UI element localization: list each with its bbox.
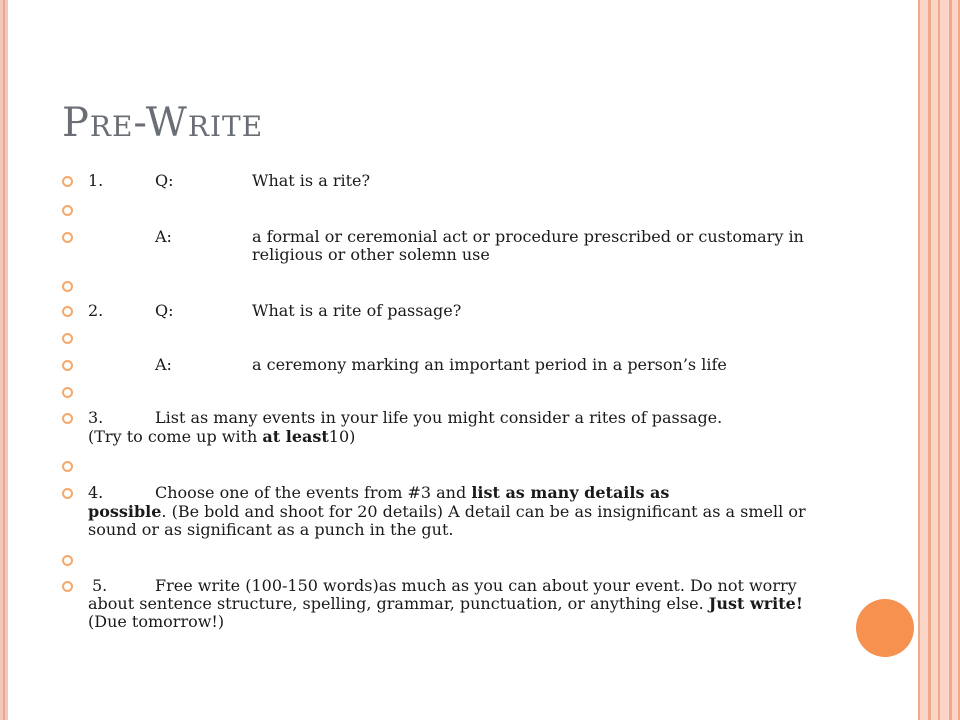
item-4-bold-b: possible	[88, 502, 162, 521]
item-4-line-1	[155, 484, 842, 502]
item-3-line-1	[155, 409, 842, 427]
decorative-orange-circle	[856, 599, 914, 657]
slide-title	[62, 100, 263, 146]
bullet-icon	[62, 581, 73, 592]
slide-title-text: Pre-Write	[62, 100, 264, 146]
list-item-empty	[62, 329, 842, 349]
answer-label: A:	[155, 355, 172, 374]
bullet-icon	[62, 306, 73, 317]
list-item-empty	[62, 201, 842, 221]
list-item-1-question	[62, 172, 842, 192]
answer-text: a formal or ceremonial act or procedure prescribed or customary in religious or other solemn use	[252, 227, 804, 264]
list-item-2-question	[62, 302, 842, 322]
item-3-text-c: 10)	[328, 427, 356, 446]
answer-text: a ceremony marking an important period in a person’s life	[252, 355, 727, 374]
list-item-1-answer	[62, 228, 842, 268]
list-item-2-answer	[62, 356, 842, 376]
question-label: Q:	[155, 301, 174, 320]
list-item-empty	[62, 551, 842, 571]
left-frame-border	[0, 0, 8, 720]
bullet-icon	[62, 333, 73, 344]
item-3-line-2	[88, 428, 842, 446]
item-4-text-b: . (Be bold and shoot for 20 details) A detail can be as insignificant as a smell or sound or as significant as a punch in the gut.	[88, 502, 806, 539]
question-text: What is a rite?	[252, 171, 371, 190]
list-item-empty	[62, 457, 842, 477]
list-item-3	[62, 409, 842, 449]
item-5-text-b: (Due tomorrow!)	[88, 612, 225, 631]
right-frame-border	[918, 0, 960, 720]
item-number: 5.	[92, 576, 108, 595]
item-3-bold: at least	[262, 427, 329, 446]
list-item-empty	[62, 383, 842, 403]
question-text: What is a rite of passage?	[252, 301, 462, 320]
item-number: 3.	[88, 408, 104, 427]
answer-label: A:	[155, 227, 172, 246]
item-number: 2.	[88, 301, 104, 320]
item-3-text-b: (Try to come up with	[88, 427, 263, 446]
item-number: 1.	[88, 171, 104, 190]
list-item-4	[62, 484, 842, 542]
bullet-icon	[62, 232, 73, 243]
item-5-bold: Just write!	[708, 594, 803, 613]
item-4-line-2	[88, 503, 842, 539]
item-4-text-a: Choose one of the events from #3 and	[155, 483, 472, 502]
list-item-empty	[62, 277, 842, 297]
bullet-icon	[62, 176, 73, 187]
item-5-text-a: Free write (100-150 words)as much as you can about your event. Do not worry about sentence structure, spelling, grammar, punctuation, or anything else.	[88, 576, 797, 613]
question-label: Q:	[155, 171, 174, 190]
bullet-icon	[62, 461, 73, 472]
bullet-icon	[62, 488, 73, 499]
bullet-icon	[62, 413, 73, 424]
item-3-text-a: List as many events in your life you might consider a rites of passage.	[155, 408, 723, 427]
bullet-icon	[62, 205, 73, 216]
item-4-bold-a: list as many details as	[471, 483, 670, 502]
bullet-icon	[62, 281, 73, 292]
list-item-5	[62, 577, 842, 635]
bullet-icon	[62, 555, 73, 566]
bullet-icon	[62, 360, 73, 371]
item-number: 4.	[88, 483, 104, 502]
item-5-paragraph	[88, 577, 842, 631]
bullet-icon	[62, 387, 73, 398]
